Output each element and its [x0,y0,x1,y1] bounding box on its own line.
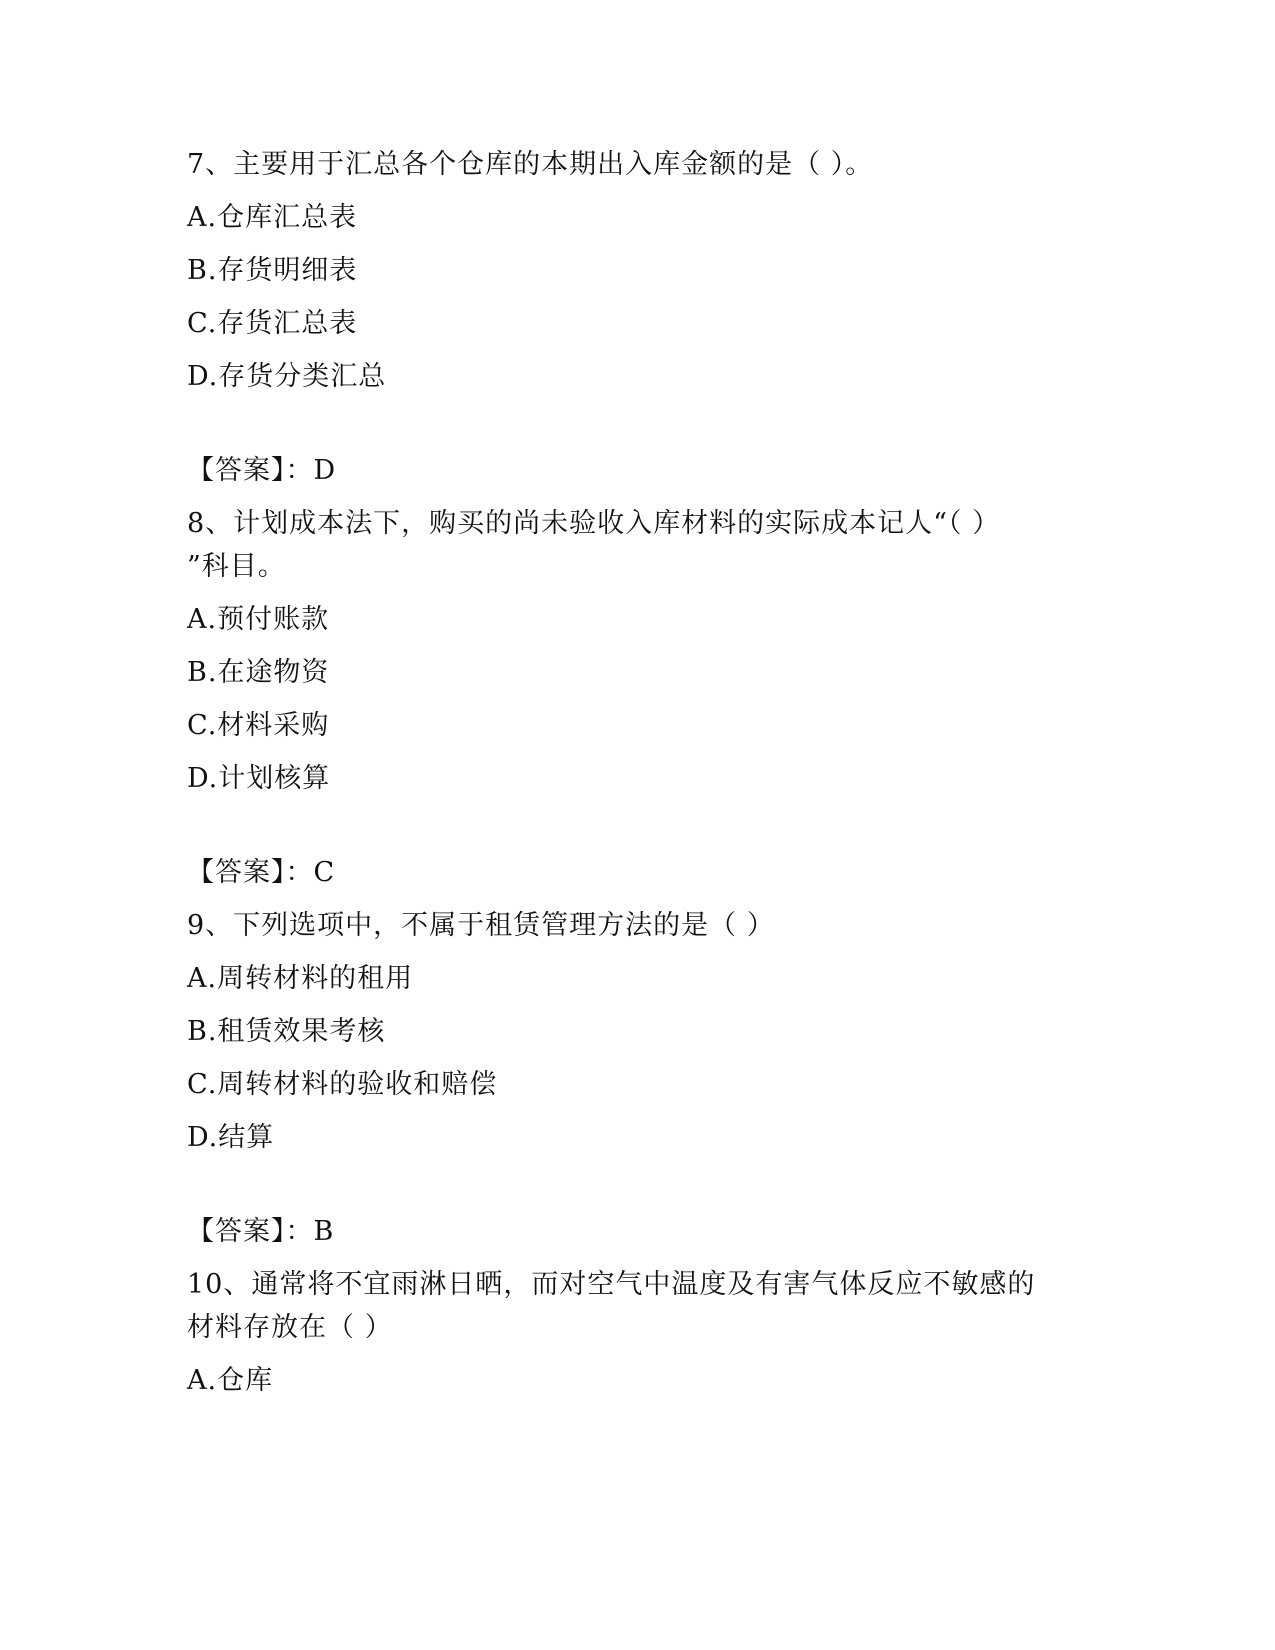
question-8-option-a: A.预付账款 [187,604,330,635]
question-9-answer: 【答案】：B [187,1216,335,1247]
question-10-stem-line1: 10、通常将不宜雨淋日晒，而对空气中温度及有害气体反应不敏感的 [187,1269,1036,1300]
question-8-stem-line1: 8、计划成本法下，购买的尚未验收入库材料的实际成本记人“（ ） [187,508,1001,539]
question-8-stem-line2: ”科目。 [187,551,286,582]
question-7-option-a: A.仓库汇总表 [187,202,358,233]
question-10-stem-line2: 材料存放在（ ） [187,1312,393,1343]
question-8-option-b: B.在途物资 [187,657,330,688]
question-8-option-d: D.计划核算 [187,763,331,794]
question-9-option-b: B.租赁效果考核 [187,1016,386,1047]
question-10-option-a: A.仓库 [187,1365,274,1396]
question-8-answer: 【答案】：C [187,857,336,888]
question-9-option-c: C.周转材料的验收和赔偿 [187,1069,498,1100]
question-9-stem: 9、下列选项中，不属于租赁管理方法的是（ ） [187,910,775,941]
question-9-option-d: D.结算 [187,1122,275,1153]
question-9-option-a: A.周转材料的租用 [187,963,414,994]
question-7-option-b: B.存货明细表 [187,255,358,286]
question-8-option-c: C.材料采购 [187,710,330,741]
question-7-option-c: C.存货汇总表 [187,308,358,339]
question-7-answer: 【答案】：D [187,455,337,486]
question-7-option-d: D.存货分类汇总 [187,361,387,392]
question-7-stem: 7、主要用于汇总各个仓库的本期出入库金额的是（ ）。 [187,149,874,180]
